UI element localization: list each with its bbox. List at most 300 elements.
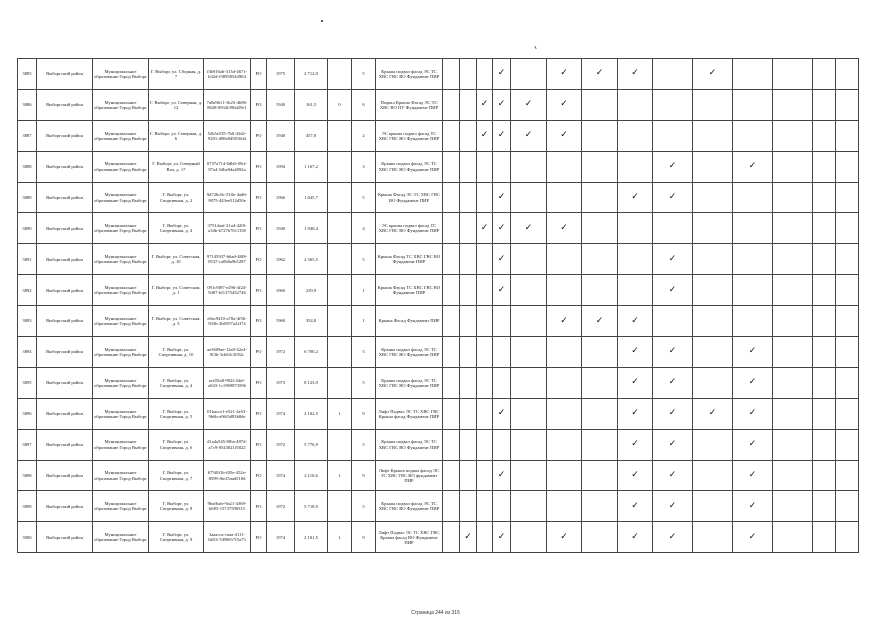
empty-cell: [836, 275, 859, 306]
checkmark-icon: ✓: [653, 491, 693, 522]
area-cell: 8 123,9: [295, 367, 328, 398]
checkmark-icon: ✓: [618, 337, 653, 368]
district-cell: Выборгский район: [37, 306, 93, 337]
empty-cell: [693, 337, 733, 368]
floors-cell: 5: [352, 429, 376, 460]
empty-cell: [582, 429, 618, 460]
empty-cell: [653, 213, 693, 244]
scan-speck: [534, 46, 536, 49]
empty-cell: [511, 460, 547, 491]
lifts-count-cell: [328, 213, 352, 244]
checkmark-icon: ✓: [618, 460, 653, 491]
empty-cell: [477, 460, 493, 491]
lifts-count-cell: [328, 244, 352, 275]
checkmark-icon: ✓: [653, 182, 693, 213]
empty-cell: [773, 59, 813, 90]
lifts-count-cell: [328, 120, 352, 151]
empty-cell: [547, 151, 582, 182]
checkmark-icon: ✓: [477, 89, 493, 120]
empty-cell: [511, 337, 547, 368]
district-cell: Выборгский район: [37, 460, 93, 491]
municipality-cell: Муниципальное образование Город Выборг: [93, 460, 149, 491]
ownership-type-cell: РО: [251, 59, 267, 90]
area-cell: 161,5: [295, 89, 328, 120]
row-number: 3893: [18, 306, 37, 337]
empty-cell: [460, 275, 477, 306]
guid-cell: 37514aaf-21a4-42f0-a34b-b727b7611158: [204, 213, 251, 244]
empty-cell: [443, 367, 460, 398]
district-cell: Выборгский район: [37, 491, 93, 522]
address-cell: Г. Выборг, ул. Спортивная, д. 8: [149, 491, 204, 522]
empty-cell: [836, 337, 859, 368]
checkmark-icon: ✓: [693, 59, 733, 90]
municipality-cell: Муниципальное образование Город Выборг: [93, 491, 149, 522]
floors-cell: 6: [352, 89, 376, 120]
year-cell: 1972: [267, 337, 295, 368]
checkmark-icon: ✓: [547, 59, 582, 90]
empty-cell: [836, 398, 859, 429]
empty-cell: [511, 244, 547, 275]
empty-cell: [547, 491, 582, 522]
empty-cell: [547, 398, 582, 429]
empty-cell: [773, 337, 813, 368]
empty-cell: [511, 182, 547, 213]
empty-cell: [582, 275, 618, 306]
empty-cell: [547, 337, 582, 368]
checkmark-icon: ✓: [547, 522, 582, 553]
district-cell: Выборгский район: [37, 275, 93, 306]
year-cell: 1974: [267, 398, 295, 429]
empty-cell: [493, 151, 511, 182]
guid-cell: 7a0a9b11-1b23-4b96-8628-0934f396d29e1: [204, 89, 251, 120]
page-footer: Страница 244 из 315: [411, 610, 460, 616]
district-cell: Выборгский район: [37, 337, 93, 368]
checkmark-icon: ✓: [653, 398, 693, 429]
empty-cell: [836, 306, 859, 337]
checkmark-icon: ✓: [493, 89, 511, 120]
year-cell: 1994: [267, 151, 295, 182]
area-cell: 2 565,5: [295, 244, 328, 275]
table-row: [18, 460, 859, 491]
empty-cell: [477, 429, 493, 460]
empty-cell: [836, 244, 859, 275]
guid-cell: 091c9f87-e296-4f24-9487-bf1375452746: [204, 275, 251, 306]
floors-cell: 5: [352, 367, 376, 398]
empty-cell: [443, 89, 460, 120]
address-cell: Г. Выборг, ул. Спортивная, д. 2: [149, 182, 204, 213]
checkmark-icon: ✓: [618, 59, 653, 90]
empty-cell: [443, 244, 460, 275]
row-number: 3885: [18, 59, 37, 90]
checkmark-icon: ✓: [547, 120, 582, 151]
empty-cell: [836, 89, 859, 120]
empty-cell: [582, 182, 618, 213]
row-number: 3889: [18, 182, 37, 213]
empty-cell: [618, 120, 653, 151]
works-list-cell: Подвал Крыша Фасад ЭС ТС ХВС ВО ПУ Фундамент ПИР: [376, 89, 443, 120]
empty-cell: [493, 367, 511, 398]
empty-cell: [582, 398, 618, 429]
works-list-cell: ЭС крыша подвал фасад ТС ХВС ГВС ВО Фундамент ПИР: [376, 120, 443, 151]
district-cell: Выборгский район: [37, 522, 93, 553]
table-body: [18, 59, 859, 553]
checkmark-icon: ✓: [653, 522, 693, 553]
empty-cell: [733, 89, 773, 120]
municipality-cell: Муниципальное образование Город Выборг: [93, 306, 149, 337]
empty-cell: [813, 306, 836, 337]
empty-cell: [493, 337, 511, 368]
table-row: [18, 398, 859, 429]
checkmark-icon: ✓: [733, 522, 773, 553]
checkmark-icon: ✓: [547, 306, 582, 337]
empty-cell: [618, 275, 653, 306]
empty-cell: [511, 522, 547, 553]
empty-cell: [582, 460, 618, 491]
empty-cell: [477, 491, 493, 522]
address-cell: Г. Выборг, ул. Советская, д. 3: [149, 306, 204, 337]
district-cell: Выборгский район: [37, 89, 93, 120]
row-number: 3895: [18, 367, 37, 398]
floors-cell: 1: [352, 275, 376, 306]
year-cell: 1940: [267, 213, 295, 244]
empty-cell: [443, 213, 460, 244]
empty-cell: [693, 491, 733, 522]
empty-cell: [460, 182, 477, 213]
empty-cell: [813, 151, 836, 182]
empty-cell: [836, 491, 859, 522]
area-cell: 2 110,6: [295, 460, 328, 491]
empty-cell: [443, 337, 460, 368]
ownership-type-cell: РО: [251, 460, 267, 491]
district-cell: Выборгский район: [37, 429, 93, 460]
empty-cell: [813, 213, 836, 244]
checkmark-icon: ✓: [653, 337, 693, 368]
empty-cell: [836, 182, 859, 213]
guid-cell: 3aaacca-caaa-4111-b653-7d90657f5a73: [204, 522, 251, 553]
ownership-type-cell: РО: [251, 120, 267, 151]
empty-cell: [477, 151, 493, 182]
empty-cell: [493, 306, 511, 337]
checkmark-icon: ✓: [653, 244, 693, 275]
ownership-type-cell: РО: [251, 182, 267, 213]
address-cell: Г. Выборг, ул. Спортивная, д. 5: [149, 398, 204, 429]
empty-cell: [460, 367, 477, 398]
works-list-cell: Крыша Фасад ТС ХВС ГВС ВО Фундамент ПИР: [376, 244, 443, 275]
empty-cell: [813, 275, 836, 306]
empty-cell: [773, 429, 813, 460]
empty-cell: [836, 460, 859, 491]
lifts-count-cell: [328, 337, 352, 368]
empty-cell: [733, 182, 773, 213]
checkmark-icon: ✓: [618, 367, 653, 398]
empty-cell: [582, 89, 618, 120]
empty-cell: [653, 120, 693, 151]
empty-cell: [693, 460, 733, 491]
district-cell: Выборгский район: [37, 182, 93, 213]
floors-cell: 5: [352, 244, 376, 275]
floors-cell: 4: [352, 213, 376, 244]
empty-cell: [773, 398, 813, 429]
address-cell: Г. Выборг, ул. Спортивная, д. 9: [149, 522, 204, 553]
table-row: [18, 367, 859, 398]
checkmark-icon: ✓: [511, 89, 547, 120]
works-list-cell: Крыша подвал фасад ЭС ТС ХВС ГВС ВО Фундамент ПИР: [376, 491, 443, 522]
empty-cell: [460, 306, 477, 337]
empty-cell: [653, 306, 693, 337]
empty-cell: [773, 491, 813, 522]
empty-cell: [547, 244, 582, 275]
checkmark-icon: ✓: [733, 491, 773, 522]
area-cell: 1 840,4: [295, 213, 328, 244]
municipality-cell: Муниципальное образование Город Выборг: [93, 275, 149, 306]
works-list-cell: Крыша подвал фасад ЭС ТС ХВС ГВС ВО Фундамент ПИР: [376, 367, 443, 398]
floors-cell: 5: [352, 182, 376, 213]
empty-cell: [813, 182, 836, 213]
row-number: 3897: [18, 429, 37, 460]
row-number: 3887: [18, 120, 37, 151]
empty-cell: [477, 398, 493, 429]
works-list-cell: Лифт Подвал ЭС ТС ХВС ГВС Крыша фасад ВО Фундамент ПИР: [376, 522, 443, 553]
ownership-type-cell: РО: [251, 151, 267, 182]
empty-cell: [693, 151, 733, 182]
empty-cell: [547, 275, 582, 306]
works-list-cell: Крыша подвал фасад ЭС ТС ХВС ГВС ВО Фундамент ПИР: [376, 429, 443, 460]
empty-cell: [733, 120, 773, 151]
empty-cell: [582, 244, 618, 275]
empty-cell: [460, 120, 477, 151]
lifts-count-cell: [328, 59, 352, 90]
ownership-type-cell: РО: [251, 491, 267, 522]
floors-cell: 9: [352, 460, 376, 491]
municipality-cell: Муниципальное образование Город Выборг: [93, 59, 149, 90]
row-number: 3898: [18, 460, 37, 491]
empty-cell: [460, 151, 477, 182]
guid-cell: f3b916a6-313d-4671-b32d-f38958544964: [204, 59, 251, 90]
table-row: [18, 429, 859, 460]
empty-cell: [693, 120, 733, 151]
empty-cell: [511, 151, 547, 182]
municipality-cell: Муниципальное образование Город Выборг: [93, 120, 149, 151]
checkmark-icon: ✓: [493, 460, 511, 491]
lifts-count-cell: 1: [328, 522, 352, 553]
empty-cell: [813, 460, 836, 491]
empty-cell: [836, 120, 859, 151]
empty-cell: [477, 367, 493, 398]
year-cell: 1962: [267, 244, 295, 275]
lifts-count-cell: [328, 275, 352, 306]
municipality-cell: Муниципальное образование Город Выборг: [93, 398, 149, 429]
lifts-count-cell: [328, 429, 352, 460]
checkmark-icon: ✓: [618, 398, 653, 429]
empty-cell: [443, 429, 460, 460]
floors-cell: 9: [352, 398, 376, 429]
checkmark-icon: ✓: [653, 429, 693, 460]
empty-cell: [693, 367, 733, 398]
district-cell: Выборгский район: [37, 367, 93, 398]
empty-cell: [443, 59, 460, 90]
empty-cell: [477, 337, 493, 368]
empty-cell: [773, 120, 813, 151]
empty-cell: [813, 89, 836, 120]
checkmark-icon: ✓: [511, 120, 547, 151]
area-cell: 239,9: [295, 275, 328, 306]
area-cell: 2 101,5: [295, 522, 328, 553]
area-cell: 5 776,9: [295, 429, 328, 460]
checkmark-icon: ✓: [653, 367, 693, 398]
area-cell: 457,0: [295, 120, 328, 151]
row-number: 3894: [18, 337, 37, 368]
guid-cell: 52b5e535-7b0-43d2-9201-d98e8d5810d4: [204, 120, 251, 151]
checkmark-icon: ✓: [493, 522, 511, 553]
works-list-cell: Крыша подвал фасад ЭС ТС ХВС ГВС ВО Фундамент ПИР: [376, 59, 443, 90]
empty-cell: [773, 460, 813, 491]
floors-cell: 5: [352, 491, 376, 522]
table-row: [18, 491, 859, 522]
checkmark-icon: ✓: [477, 120, 493, 151]
municipality-cell: Муниципальное образование Город Выборг: [93, 182, 149, 213]
works-list-cell: ЭС крыша подвал фасад ТС ХВС ГВС ВО Фундамент ПИР: [376, 213, 443, 244]
guid-cell: acff5fa8-992f-44ef-a943-1c1969873596: [204, 367, 251, 398]
municipality-cell: Муниципальное образование Город Выборг: [93, 244, 149, 275]
year-cell: 1940: [267, 89, 295, 120]
empty-cell: [443, 306, 460, 337]
row-number: 3886: [18, 89, 37, 120]
empty-cell: [773, 244, 813, 275]
empty-cell: [511, 306, 547, 337]
checkmark-icon: ✓: [547, 89, 582, 120]
empty-cell: [693, 306, 733, 337]
empty-cell: [460, 59, 477, 90]
floors-cell: 1: [352, 306, 376, 337]
checkmark-icon: ✓: [493, 120, 511, 151]
empty-cell: [618, 151, 653, 182]
empty-cell: [511, 398, 547, 429]
address-cell: Г. Выборг, ул. Спортивная, д. 4: [149, 367, 204, 398]
row-number: 3899: [18, 491, 37, 522]
guid-cell: 0757a714-6db0-49cf-87a4-5dbe0da4092a: [204, 151, 251, 182]
district-cell: Выборгский район: [37, 398, 93, 429]
empty-cell: [582, 522, 618, 553]
address-cell: Г. Выборг, ул. Сборная, д. 7: [149, 59, 204, 90]
checkmark-icon: ✓: [493, 244, 511, 275]
empty-cell: [618, 244, 653, 275]
table-row: [18, 275, 859, 306]
year-cell: 1975: [267, 59, 295, 90]
row-number: 3891: [18, 244, 37, 275]
empty-cell: [443, 182, 460, 213]
empty-cell: [460, 460, 477, 491]
empty-cell: [493, 491, 511, 522]
municipality-cell: Муниципальное образование Город Выборг: [93, 522, 149, 553]
empty-cell: [733, 306, 773, 337]
checkmark-icon: ✓: [547, 213, 582, 244]
district-cell: Выборгский район: [37, 213, 93, 244]
empty-cell: [693, 275, 733, 306]
district-cell: Выборгский район: [37, 59, 93, 90]
table-row: [18, 59, 859, 90]
checkmark-icon: ✓: [733, 151, 773, 182]
empty-cell: [813, 337, 836, 368]
works-list-cell: Крыша подвал фасад ЭС ТС ХВС ГВС ВО Фундамент ПИР: [376, 337, 443, 368]
empty-cell: [693, 522, 733, 553]
checkmark-icon: ✓: [733, 337, 773, 368]
guid-cell: 01bacce1-e521-4e53-9b6b-a96f3d83b8de: [204, 398, 251, 429]
ownership-type-cell: РО: [251, 337, 267, 368]
empty-cell: [460, 213, 477, 244]
lifts-count-cell: 1: [328, 460, 352, 491]
empty-cell: [477, 522, 493, 553]
floors-cell: 3: [352, 151, 376, 182]
lifts-count-cell: 0: [328, 89, 352, 120]
year-cell: 1972: [267, 429, 295, 460]
address-cell: Г. Выборг, ул. Спортивная, д. 4: [149, 213, 204, 244]
empty-cell: [813, 59, 836, 90]
empty-cell: [836, 59, 859, 90]
empty-cell: [493, 429, 511, 460]
empty-cell: [813, 398, 836, 429]
empty-cell: [582, 337, 618, 368]
empty-cell: [477, 306, 493, 337]
empty-cell: [773, 213, 813, 244]
empty-cell: [773, 182, 813, 213]
table-row: [18, 213, 859, 244]
area-cell: 2 712,0: [295, 59, 328, 90]
empty-cell: [813, 244, 836, 275]
empty-cell: [460, 398, 477, 429]
guid-cell: 9d726c8c-510e-4ad6-9875-443ee512d50e: [204, 182, 251, 213]
empty-cell: [582, 120, 618, 151]
address-cell: Г. Выборг, ул. Северная, д. 12: [149, 89, 204, 120]
empty-cell: [443, 460, 460, 491]
empty-cell: [693, 89, 733, 120]
empty-cell: [582, 151, 618, 182]
empty-cell: [813, 491, 836, 522]
lifts-count-cell: [328, 182, 352, 213]
empty-cell: [693, 244, 733, 275]
empty-cell: [813, 367, 836, 398]
empty-cell: [733, 213, 773, 244]
scan-speck: [321, 20, 323, 22]
empty-cell: [443, 522, 460, 553]
checkmark-icon: ✓: [460, 522, 477, 553]
municipality-cell: Муниципальное образование Город Выборг: [93, 337, 149, 368]
area-cell: 1 167,2: [295, 151, 328, 182]
empty-cell: [547, 460, 582, 491]
works-list-cell: Лифт Крыша подвал фасад ЭС ТС ХВС ГВС ВО фундамент ПИР: [376, 460, 443, 491]
checkmark-icon: ✓: [618, 491, 653, 522]
empty-cell: [443, 398, 460, 429]
empty-cell: [813, 522, 836, 553]
checkmark-icon: ✓: [733, 460, 773, 491]
area-cell: 354,8: [295, 306, 328, 337]
empty-cell: [511, 491, 547, 522]
empty-cell: [733, 59, 773, 90]
empty-cell: [618, 213, 653, 244]
works-list-cell: Крыша Фасад ТС ХВС ГВС ВО Фундамент ПИР: [376, 275, 443, 306]
guid-cell: 9baf6afe-9a21-4369-b683-15737598315: [204, 491, 251, 522]
empty-cell: [460, 337, 477, 368]
empty-cell: [836, 429, 859, 460]
municipality-cell: Муниципальное образование Город Выборг: [93, 429, 149, 460]
ownership-type-cell: РО: [251, 367, 267, 398]
year-cell: 1966: [267, 182, 295, 213]
address-cell: Г. Выборг, ул. Советская, д. 1: [149, 275, 204, 306]
year-cell: 1940: [267, 120, 295, 151]
empty-cell: [443, 491, 460, 522]
guid-cell: ae3609ae-12a0-42e4-9f3b-3cb63c3052c: [204, 337, 251, 368]
empty-cell: [693, 182, 733, 213]
empty-cell: [836, 367, 859, 398]
